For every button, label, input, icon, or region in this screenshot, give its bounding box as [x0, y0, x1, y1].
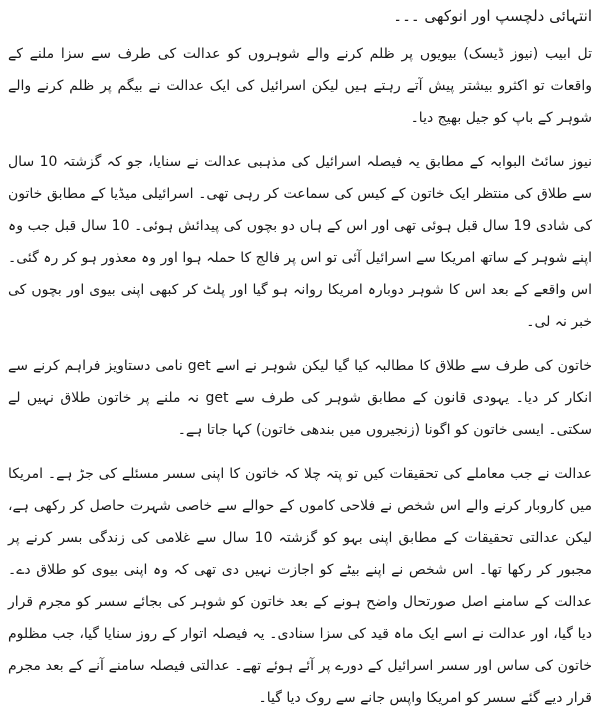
article-paragraph-divorce-law: خاتون کی طرف سے طلاق کا مطالبہ کیا گیا لیکن شوہر نے اسے get نامی دستاویز فراہم کرنے سے انکار کر دیا۔ یہودی قانون کے مطابق شوہر کی طرف سے get نہ ملنے پر خاتون طلاق نہیں لے سکتی۔ ایسی خاتون کو اگونا (زنجیروں میں بندھی خاتون) کہا جاتا ہے۔: [8, 358, 592, 438]
article-paragraph-verdict: عدالت نے جب معاملے کی تحقیقات کیں تو پتہ چلا کہ خاتون کا اپنی سسر مسئلے کی جڑ ہے۔ امریکا میں کاروبار کرنے والے اس شخص نے فلاحی کاموں کے حوالے سے خاصی شہرت حاصل کر رکھی ہے، لیکن عدالتی تحقیقات کے مطابق اپنی بہو کو گزشتہ 10 سال سے غلامی کی زندگی بسر کرنے پر مجبور کر رکھا تھا۔ اس شخص نے اپنے بیٹے کو اجازت نہیں دی تھی کہ وہ اپنی بیوی کو طلاق دے۔ عدالت کے سامنے اصل صورتحال واضح ہونے کے بعد خاتون کو شوہر کی بجائے سسر کو مجرم قرار دیا گیا، اور عدالت نے اسے ایک ماہ قید کی سزا سنادی۔ یہ فیصلہ اتوار کے روز سنایا گیا، جب مظلوم خاتون کی ساس اور سسر اسرائیل کے دورے پر آئے ہوئے تھے۔ عدالتی فیصلہ سامنے آنے کے بعد مجرم قرار دیے گئے سسر کو امریکا واپس جانے سے روک دیا گیا۔: [8, 466, 592, 706]
article-headline: انتہائی دلچسپ اور انوکھی ۔۔۔: [393, 7, 592, 25]
article-paragraph-intro: تل ابیب (نیوز ڈیسک) بیویوں پر ظلم کرنے والے شوہروں کو عدالت کی طرف سے سزا ملنے کے واقعات تو اکثرو بیشتر پیش آتے رہتے ہیں لیکن اسرائیل کی ایک عدالت نے بیگم پر ظلم کرنے والے شوہر کے باپ کو جیل بھیج دیا۔: [8, 46, 592, 126]
article-paragraph-background: نیوز سائٹ البوابہ کے مطابق یہ فیصلہ اسرائیل کی مذہبی عدالت نے سنایا، جو کہ گزشتہ 10 سال سے طلاق کی منتظر ایک خاتون کے کیس کی سماعت کر رہی تھی۔ اسرائیلی میڈیا کے مطابق خاتون کی شادی 19 سال قبل ہوئی تھی اور اس کے ہاں دو بچوں کی پیدائش ہوئی۔ 10 سال قبل جب وہ اپنے شوہر کے ساتھ امریکا سے اسرائیل آئی تو اس پر فالج کا حملہ ہوا اور وہ معذور ہو کر رہ گئی۔ اس واقعے کے بعد اس کا شوہر دوبارہ امریکا روانہ ہو گیا اور پلٹ کر کبھی اپنی بیوی اور بچوں کی خبر نہ لی۔: [8, 154, 593, 330]
